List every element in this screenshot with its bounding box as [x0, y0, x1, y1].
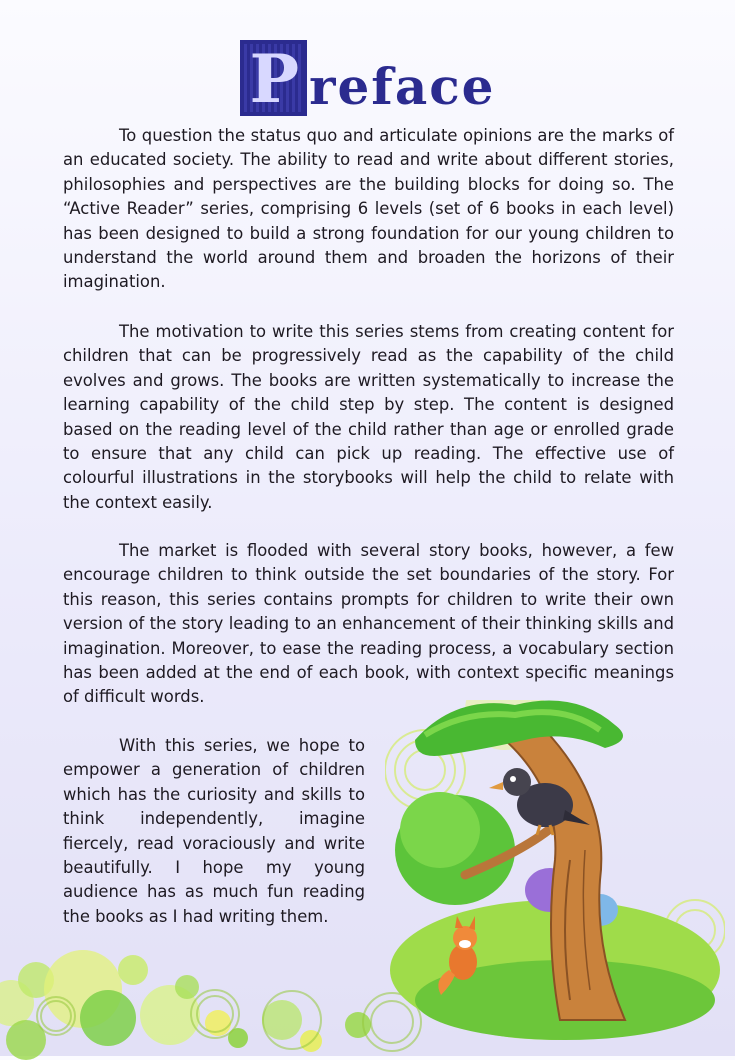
- paragraph-1: To question the status quo and articulate opinions are the marks of an educated society. The ability to read and write about different stories, philosophies and perspectives are the building blocks for doing so. The “Active Reader” series, comprising 6 levels (set of 6 books in each level) has been designed to build a strong foundation for our young children to understand the world around them and broaden the horizons of their imagination.: [63, 126, 674, 292]
- paragraph-4: With this series, we hope to empower a generation of children which has the curiosity and skills to think independently, imagine fiercely, read voraciously and write beautifully. I hope my young audience has as much fun reading the books as I had writing them.: [63, 736, 365, 926]
- title-first-letter: P: [240, 40, 308, 116]
- paragraph-2: The motivation to write this series stems from creating content for children that can be progressively read as the capability of the child evolves and grows. The books are written systematically to increase the learning capability of the child step by step. The content is designed based on the reading level of the child rather than age or enrolled grade to ensure that any child can pick up reading. The effective use of colourful illustrations in the storybooks will help the child to relate with the context easily.: [63, 322, 674, 512]
- title-rest: reface: [309, 57, 496, 116]
- page-title: [0, 40, 735, 116]
- paragraph-3: The market is flooded with several story books, however, a few encourage children to think outside the set boundaries of the story. For this reason, this series contains prompts for children to write their own version of the story leading to an enhancement of their thinking skills and imagination. Moreover, to ease the reading process, a vocabulary section has been added at the end of each book, with context specific meanings of difficult words.: [63, 541, 674, 707]
- crow-on-tree-with-fox-illustration: [385, 700, 725, 1045]
